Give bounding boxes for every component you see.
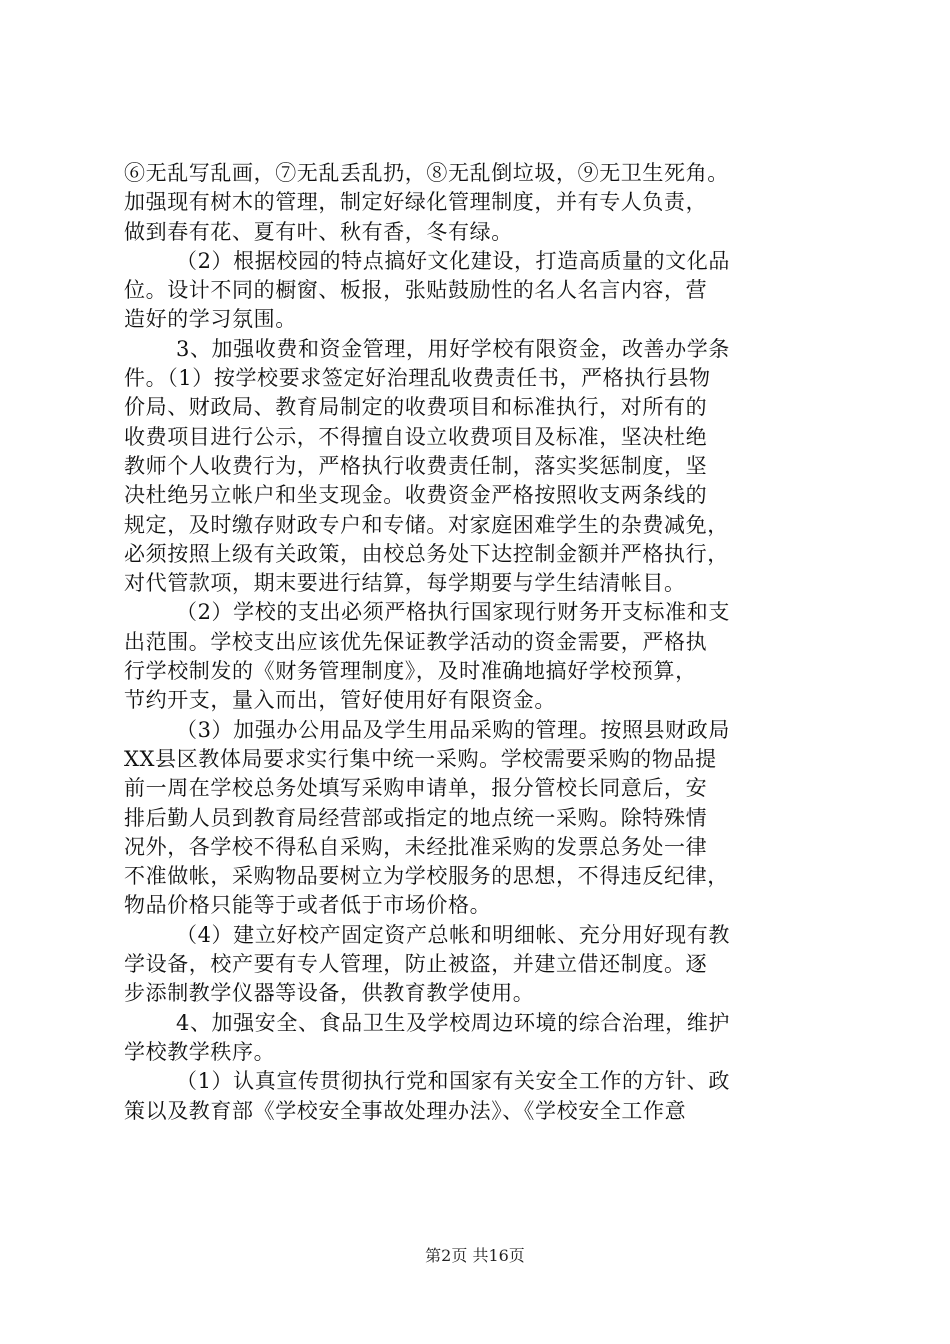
text-line: （3）加强办公用品及学生用品采购的管理。按照县财政局 [176, 717, 730, 742]
text-line: 价局、财政局、教育局制定的收费项目和标准执行，对所有的 [124, 395, 708, 420]
text-line: 3、加强收费和资金管理，用好学校有限资金，改善办学条 [176, 336, 730, 361]
text-line: 策以及教育部《学校安全事故处理办法》、《学校安全工作意 [124, 1098, 687, 1123]
text-line: 学校教学秩序。 [124, 1039, 276, 1064]
text-line: 教师个人收费行为，严格执行收费责任制，落实奖惩制度，坚 [124, 453, 708, 478]
text-line: 物品价格只能等于或者低于市场价格。 [124, 893, 492, 918]
document-body [124, 159, 836, 1126]
text-line: 行学校制发的《财务管理制度》，及时准确地搞好学校预算， [124, 659, 697, 684]
text-line: （2）根据校园的特点搞好文化建设，打造高质量的文化品 [176, 248, 730, 273]
text-line: 学设备，校产要有专人管理，防止被盗，并建立借还制度。逐 [124, 952, 708, 977]
text-line: 4、加强安全、食品卫生及学校周边环境的综合治理，维护 [176, 1010, 730, 1035]
text-line: 必须按照上级有关政策，由校总务处下达控制金额并严格执行， [124, 541, 729, 566]
text-line: 出范围。学校支出应该优先保证教学活动的资金需要，严格执 [124, 629, 708, 654]
text-line: （1）认真宣传贯彻执行党和国家有关安全工作的方针、政 [176, 1069, 730, 1094]
text-line: 收费项目进行公示，不得擅自设立收费项目及标准，坚决杜绝 [124, 424, 708, 449]
text-line: 节约开支，量入而出，管好使用好有限资金。 [124, 688, 556, 713]
text-line: 造好的学习氛围。 [124, 307, 297, 332]
page-footer: 第2页 共16页 [425, 1246, 525, 1265]
text-line: 前一周在学校总务处填写采购申请单，报分管校长同意后，安 [124, 776, 708, 801]
text-line: 决杜绝另立帐户和坐支现金。收费资金严格按照收支两条线的 [124, 483, 708, 508]
text-line: 件。（1）按学校要求签定好治理乱收费责任书，严格执行县物 [124, 366, 711, 391]
text-line: 排后勤人员到教育局经营部或指定的地点统一采购。除特殊情 [124, 805, 708, 830]
text-line: 况外，各学校不得私自采购，未经批准采购的发票总务处一律 [124, 834, 708, 859]
text-line: （2）学校的支出必须严格执行国家现行财务开支标准和支 [176, 600, 730, 625]
text-line: 做到春有花、夏有叶、秋有香，冬有绿。 [124, 219, 513, 244]
text-line: 加强现有树木的管理，制定好绿化管理制度，并有专人负责， [124, 190, 708, 215]
text-line: 规定，及时缴存财政专户和专储。对家庭困难学生的杂费减免， [124, 512, 729, 537]
text-line: （4）建立好校产固定资产总帐和明细帐、充分用好现有教 [176, 922, 730, 947]
text-line: XX县区教体局要求实行集中统一采购。学校需要采购的物品提 [124, 746, 717, 771]
text-line: 对代管款项，期末要进行结算，每学期要与学生结清帐目。 [124, 571, 686, 596]
text-line: 步添制教学仪器等设备，供教育教学使用。 [124, 981, 535, 1006]
text-line: ⑥无乱写乱画，⑦无乱丢乱扔，⑧无乱倒垃圾，⑨无卫生死角。 [124, 161, 729, 185]
text-line: 位。设计不同的橱窗、板报，张贴鼓励性的名人名言内容，营 [124, 278, 708, 303]
text-line: 不准做帐，采购物品要树立为学校服务的思想，不得违反纪律， [124, 864, 729, 889]
